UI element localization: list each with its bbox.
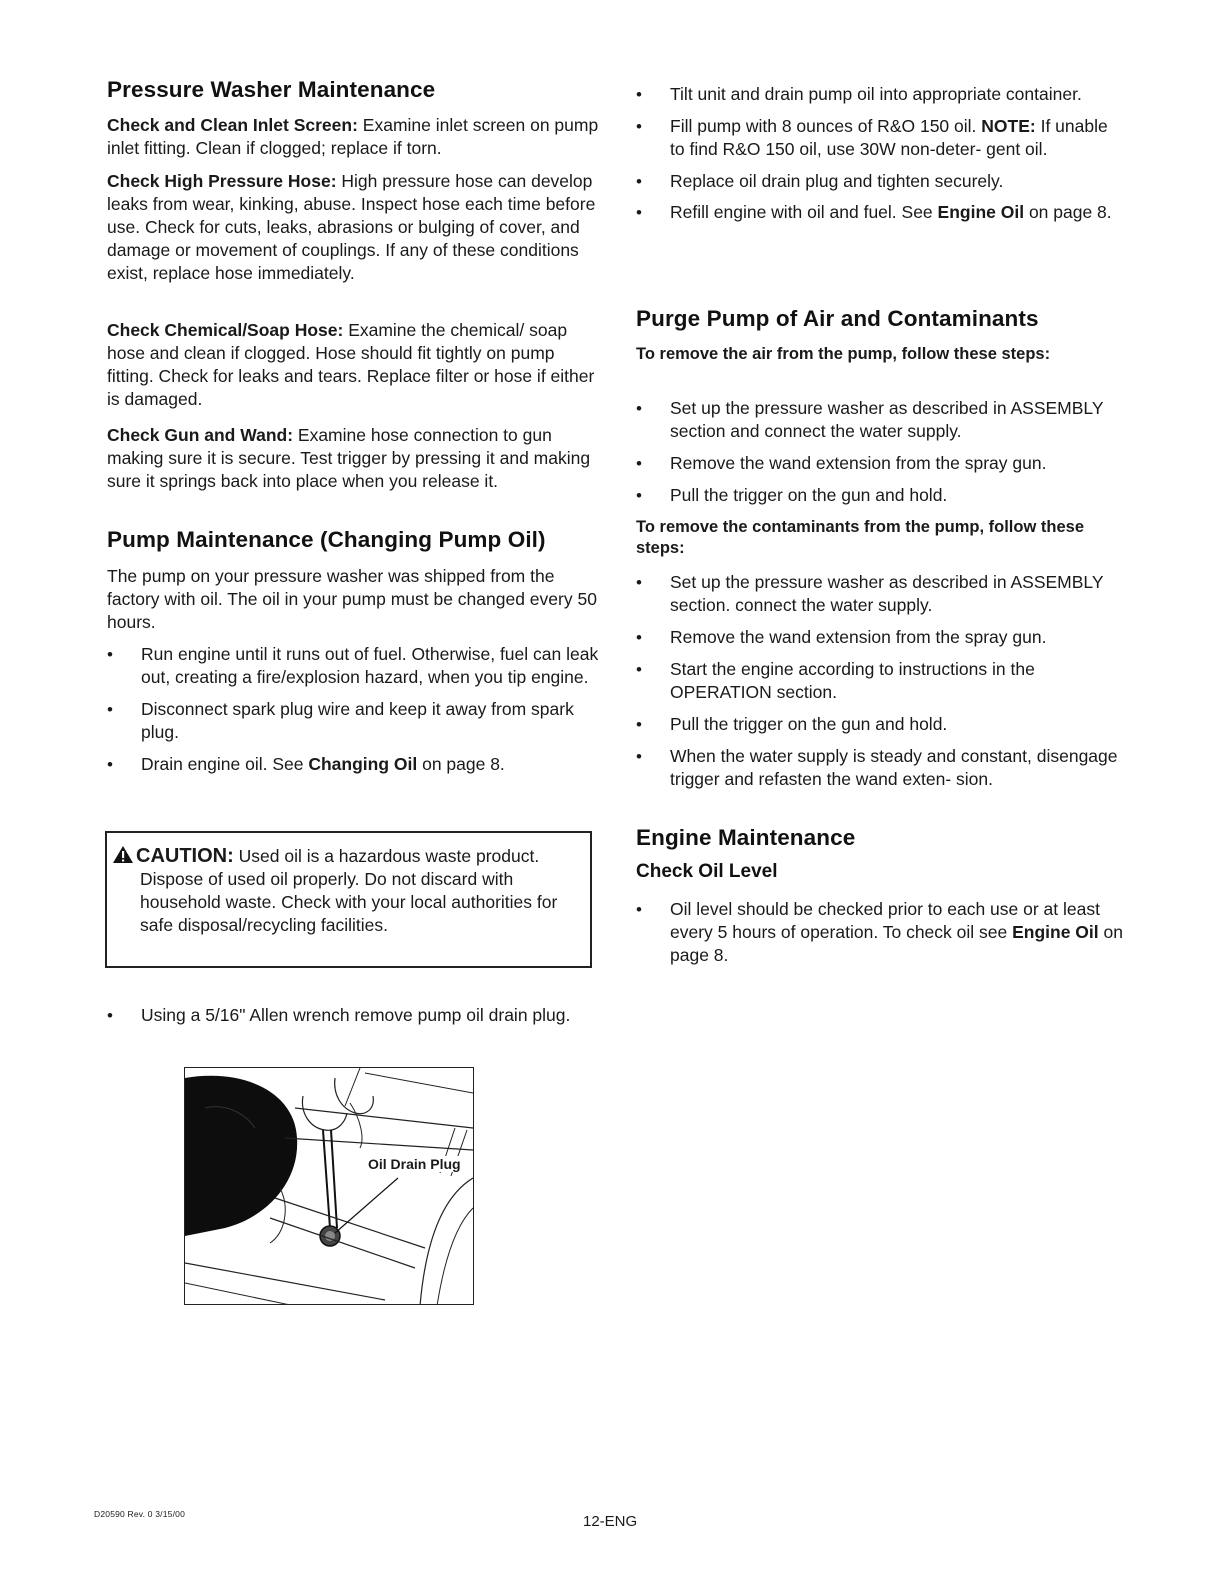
list-item: • Remove the wand extension from the spray gun. bbox=[636, 452, 1126, 475]
chemical-hose-lead: Check Chemical/Soap Hose: bbox=[107, 320, 344, 340]
inlet-screen-text: Examine inlet screen on pump inlet fitting. Clean if clogged; replace if torn. bbox=[107, 115, 599, 158]
list-item: • When the water supply is steady and constant, disengage trigger and refasten the wand exten- sion. bbox=[636, 745, 1126, 791]
list-item bbox=[636, 898, 1126, 967]
list-item: • Tilt unit and drain pump oil into appropriate container. bbox=[636, 83, 1126, 106]
list-item bbox=[636, 201, 1126, 224]
list-item: • Pull the trigger on the gun and hold. bbox=[636, 484, 1126, 507]
pump-intro-paragraph: The pump on your pressure washer was shipped from the factory with oil. The oil in your pump must be changed every 50 hours. bbox=[107, 566, 597, 632]
list-item: • Replace oil drain plug and tighten securely. bbox=[636, 170, 1126, 193]
changing-oil-reference: Changing Oil bbox=[308, 754, 418, 774]
contaminant-removal-steps bbox=[636, 571, 1126, 791]
oil-level-list bbox=[636, 898, 1126, 967]
list-item: • Pull the trigger on the gun and hold. bbox=[636, 713, 1126, 736]
drain-steps-list bbox=[636, 83, 1126, 224]
inlet-screen-paragraph bbox=[107, 114, 599, 160]
gun-wand-paragraph bbox=[107, 424, 599, 493]
oil-drain-plug-label: Oil Drain Plug bbox=[368, 1156, 461, 1172]
oil-level-page-text: on page 8. bbox=[670, 922, 1123, 965]
chemical-hose-text: Examine the chemical/ soap hose and clean if clogged. Hose should fit tightly on pump fitting. Check for leaks and tears. Replace filter or hose if either is damaged. bbox=[107, 320, 595, 409]
list-item: • Remove the wand extension from the spray gun. bbox=[636, 626, 1126, 649]
note-label: NOTE: bbox=[981, 116, 1036, 136]
oil-level-text: Oil level should be checked prior to each use or at least every 5 hours of operation. To check oil see bbox=[670, 899, 1100, 942]
refill-text: Refill engine with oil and fuel. See bbox=[670, 202, 938, 222]
fill-note-text: If unable to find R&O 150 oil, use 30W non-deter- gent oil. bbox=[670, 116, 1108, 159]
caution-box bbox=[105, 831, 592, 968]
list-item bbox=[636, 115, 1126, 161]
list-item: • Using a 5/16" Allen wrench remove pump oil drain plug. bbox=[107, 1004, 599, 1027]
caution-text bbox=[136, 845, 580, 937]
high-pressure-hose-text: High pressure hose can develop leaks from wear, kinking, abuse. Inspect hose each time before use. Check for cuts, leaks, abrasions or bulging of cover, and damage or movement of couplings. If any of these conditions exist, replace hose immediately. bbox=[107, 171, 596, 283]
check-oil-level-heading: Check Oil Level bbox=[636, 861, 778, 882]
page-number: 12-ENG bbox=[583, 1513, 638, 1530]
engine-oil-reference: Engine Oil bbox=[1012, 922, 1099, 942]
high-pressure-hose-paragraph bbox=[107, 170, 599, 285]
gun-wand-text: Examine hose connection to gun making sure it is secure. Test trigger by pressing it and making sure it springs back into place when you release it. bbox=[107, 425, 591, 491]
warning-triangle-icon bbox=[112, 845, 134, 864]
section-title-pressure-washer: Pressure Washer Maintenance bbox=[107, 77, 436, 102]
pump-illustration bbox=[185, 1068, 474, 1305]
oil-drain-plug-figure bbox=[184, 1067, 474, 1305]
caution-label: CAUTION: bbox=[136, 845, 234, 867]
list-item: • Start the engine according to instructions in the OPERATION section. bbox=[636, 658, 1126, 704]
list-item bbox=[107, 753, 607, 776]
caution-body: Used oil is a hazardous waste product. Dispose of used oil properly. Do not discard with household waste. Check with your local authorities for safe disposal/recycling facilities. bbox=[140, 846, 558, 935]
list-item: • Set up the pressure washer as described in ASSEMBLY section. connect the water supply. bbox=[636, 571, 1126, 617]
pump-steps-list bbox=[107, 643, 607, 776]
chemical-hose-paragraph bbox=[107, 319, 599, 411]
contaminant-removal-subheading: To remove the contaminants from the pump, follow these steps: bbox=[636, 518, 1084, 557]
section-title-engine-maintenance: Engine Maintenance bbox=[636, 825, 856, 850]
list-item: • Run engine until it runs out of fuel. Otherwise, fuel can leak out, creating a fire/explosion hazard, when you tip engine. bbox=[107, 643, 607, 689]
drain-page-text: on page 8. bbox=[417, 754, 505, 774]
fill-text: Fill pump with 8 ounces of R&O 150 oil. bbox=[670, 116, 982, 136]
inlet-screen-lead: Check and Clean Inlet Screen: bbox=[107, 115, 358, 135]
section-title-pump-maintenance: Pump Maintenance (Changing Pump Oil) bbox=[107, 527, 546, 552]
list-item: • Disconnect spark plug wire and keep it away from spark plug. bbox=[107, 698, 607, 744]
section-title-purge-pump: Purge Pump of Air and Contaminants bbox=[636, 306, 1039, 331]
caution-heading bbox=[112, 845, 234, 867]
drain-text: Drain engine oil. See bbox=[141, 754, 309, 774]
document-code: D20590 Rev. 0 3/15/00 bbox=[94, 1509, 185, 1519]
air-removal-steps bbox=[636, 397, 1126, 507]
engine-oil-reference: Engine Oil bbox=[937, 202, 1025, 222]
air-removal-subheading: To remove the air from the pump, follow these steps: bbox=[636, 345, 1051, 363]
gun-wand-lead: Check Gun and Wand: bbox=[107, 425, 294, 445]
high-pressure-hose-lead: Check High Pressure Hose: bbox=[107, 171, 337, 191]
list-item: • Set up the pressure washer as described in ASSEMBLY section and connect the water supply. bbox=[636, 397, 1126, 443]
refill-page-text: on page 8. bbox=[1024, 202, 1112, 222]
allen-step-list bbox=[107, 1004, 599, 1027]
